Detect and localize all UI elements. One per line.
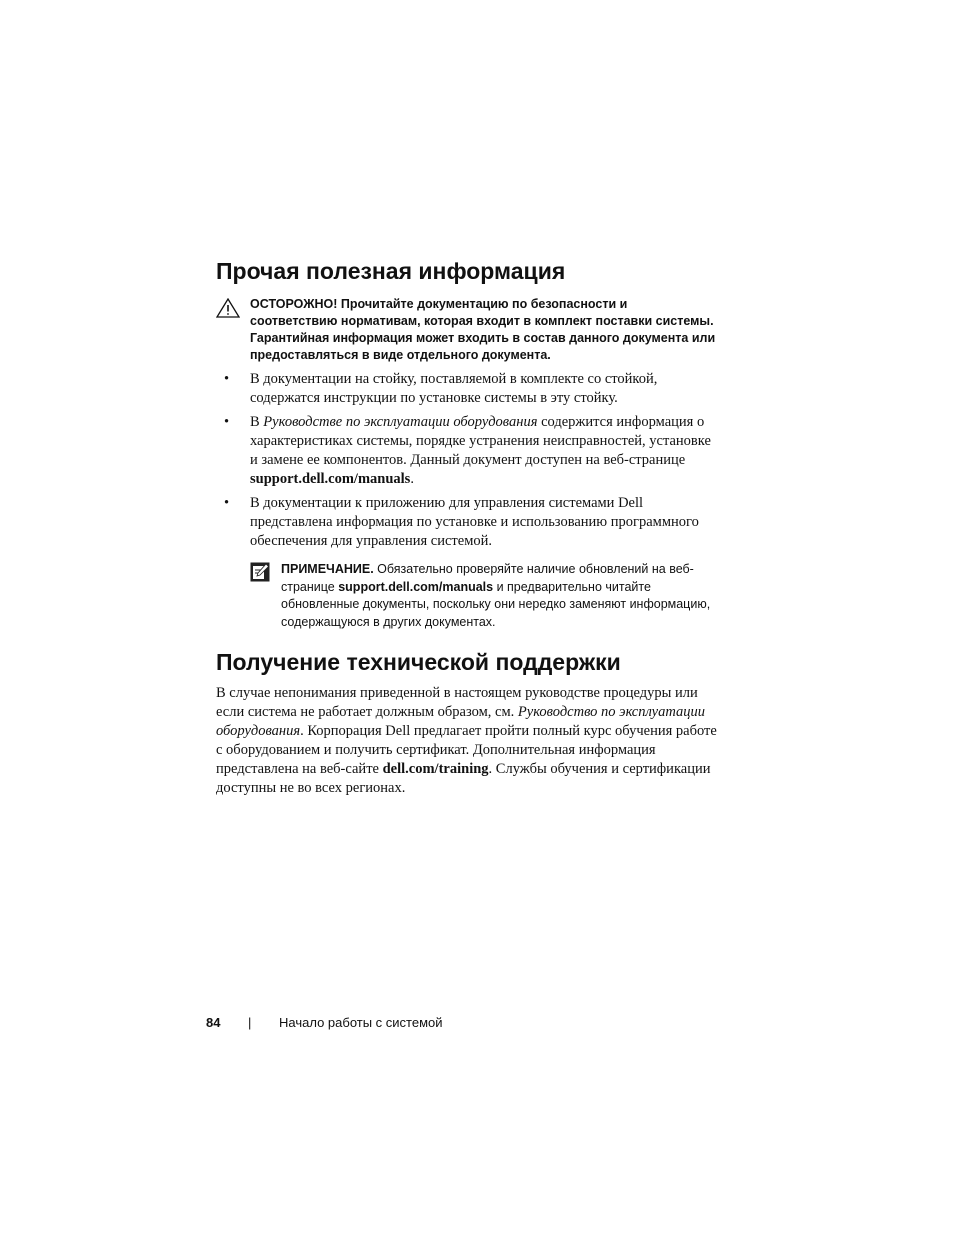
list-item-text-mid: содержится информация о характеристиках системы, порядке устранения неисправностей, установке и замене ее компонентов. Данный документ доступен на веб-странице xyxy=(250,414,711,468)
note-pencil-icon xyxy=(250,562,270,582)
manuals-link[interactable]: support.dell.com/manuals xyxy=(338,579,494,594)
list-item xyxy=(216,494,716,551)
list-item xyxy=(216,370,716,408)
list-item xyxy=(216,413,716,489)
hardware-manual-title: Руководство по эксплуатации оборудования xyxy=(216,704,705,739)
note-block xyxy=(250,561,720,631)
manuals-link[interactable]: support.dell.com/manuals xyxy=(250,471,411,487)
bullet-dot: • xyxy=(224,371,230,387)
page-footer xyxy=(0,1015,954,1035)
caution-block xyxy=(216,296,716,364)
warning-triangle-icon xyxy=(216,298,240,318)
note-text xyxy=(281,561,720,631)
tech-support-paragraph xyxy=(216,684,721,798)
footer-title: Начало работы с системой xyxy=(279,1015,443,1030)
hardware-manual-title: Руководстве по эксплуатации оборудования xyxy=(263,414,538,430)
list-item-text: В документации к приложению для управления системами Dell представлена информация по установке и использованию программного обеспечения для управления системой. xyxy=(250,495,699,549)
paragraph-text-pre: В случае непонимания приведенной в настоящем руководстве процедуры или если система не работает должным образом, см. xyxy=(216,685,698,720)
note-label: ПРИМЕЧАНИЕ. xyxy=(281,562,374,576)
info-bullet-list xyxy=(216,370,716,556)
list-item-text: В документации на стойку, поставляемой в комплекте со стойкой, содержатся инструкции по установке системы в эту стойку. xyxy=(250,371,658,406)
section-heading-tech-support: Получение технической поддержки xyxy=(216,649,621,675)
bullet-dot: • xyxy=(224,495,230,511)
bullet-dot: • xyxy=(224,414,230,430)
list-item-text-pre: В xyxy=(250,414,264,430)
note-text-post: и предварительно читайте обновленные документы, поскольку они нередко заменяют информацию, содержащуюся в других документах. xyxy=(281,579,711,629)
caution-body: Прочитайте документацию по безопасности и соответствию нормативам, которая входит в комплект поставки системы. Гарантийная информация может входить в состав данного документа или предоставляться в виде отдельного документа. xyxy=(250,297,716,362)
section-heading-useful-info: Прочая полезная информация xyxy=(216,258,566,284)
footer-separator: | xyxy=(248,1015,252,1030)
training-link[interactable]: dell.com/training xyxy=(382,761,489,777)
list-item-text-post: . xyxy=(410,471,414,487)
note-text-pre: Обязательно проверяйте наличие обновлений на веб-странице xyxy=(281,562,694,594)
paragraph-text-mid: . Корпорация Dell предлагает пройти полный курс обучения работе с оборудованием и получить сертификат. Дополнительная информация представлена на веб-сайте xyxy=(216,723,717,777)
paragraph-text-post: . Службы обучения и сертификации доступны не во всех регионах. xyxy=(216,761,711,796)
caution-label: ОСТОРОЖНО! xyxy=(250,297,338,311)
page-number: 84 xyxy=(206,1015,221,1030)
caution-text xyxy=(250,296,716,364)
